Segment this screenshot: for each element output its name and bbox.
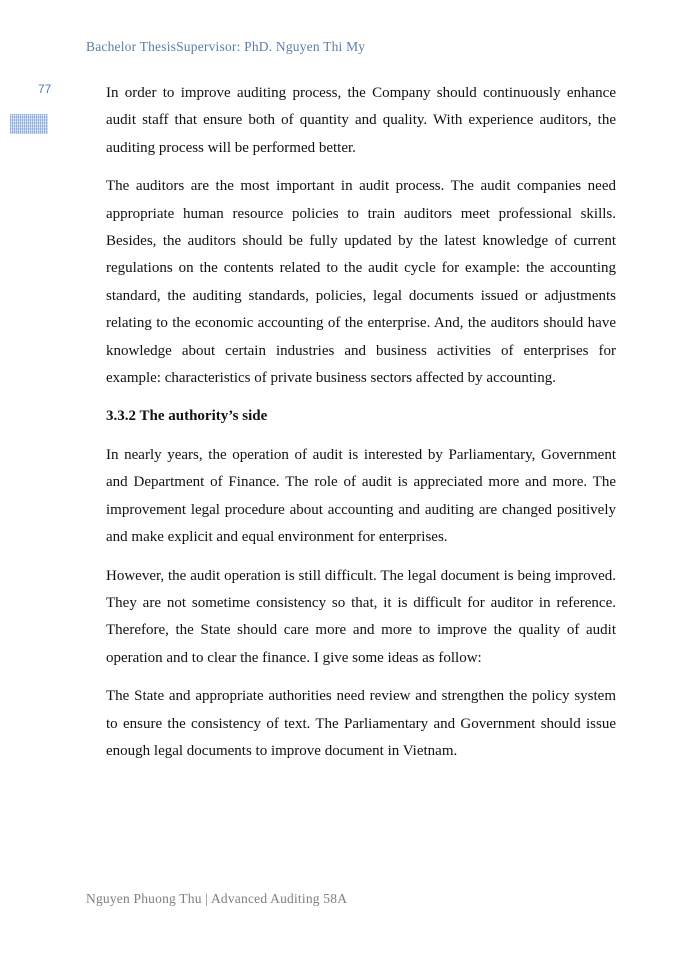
section-heading: 3.3.2 The authority’s side [106,408,268,425]
body-paragraph: In nearly years, the operation of audit is interested by Parliamentary, Government and Department of Finance. The role of audit is appreciated more and more. The improvement legal procedure about accounting and auditing are changed positively and make explicit and equal environment for enterprises. [106,446,616,546]
body-paragraph: In order to improve auditing process, the Company should continuously enhance audit staff that ensure both of quantity and quality. With experience auditors, the auditing process will be performed better. [106,85,616,156]
body-paragraph: The auditors are the most important in audit process. The audit companies need appropriate human resource policies to train auditors meet professional skills. Besides, the auditors should be fully updated by the latest knowledge of current regulations on the contents related to the audit cycle for example: the accounting standard, the auditing standards, policies, legal documents issued or adjustments relating to the economic accounting of the enterprise. And, the auditors should have knowledge about certain industries and business activities of enterprises for example: characteristics of private business sectors affected by accounting. [106,178,616,387]
page-marker-graphic [10,114,48,134]
document-body [106,80,616,776]
page-footer: Nguyen Phuong Thu | Advanced Auditing 58A [86,891,348,906]
page-header: Bachelor ThesisSupervisor: PhD. Nguyen Thi My [86,39,366,54]
page-number: 77 [38,82,52,96]
body-paragraph: However, the audit operation is still difficult. The legal document is being improved. They are not sometime consistency so that, it is difficult for auditor in reference. Therefore, the State should care more and more to improve the quality of audit operation and to clear the finance. I give some ideas as follow: [106,567,616,666]
body-paragraph: The State and appropriate authorities need review and strengthen the policy system to ensure the consistency of text. The Parliamentary and Government should issue enough legal documents to improve document in Vietnam. [106,688,616,759]
